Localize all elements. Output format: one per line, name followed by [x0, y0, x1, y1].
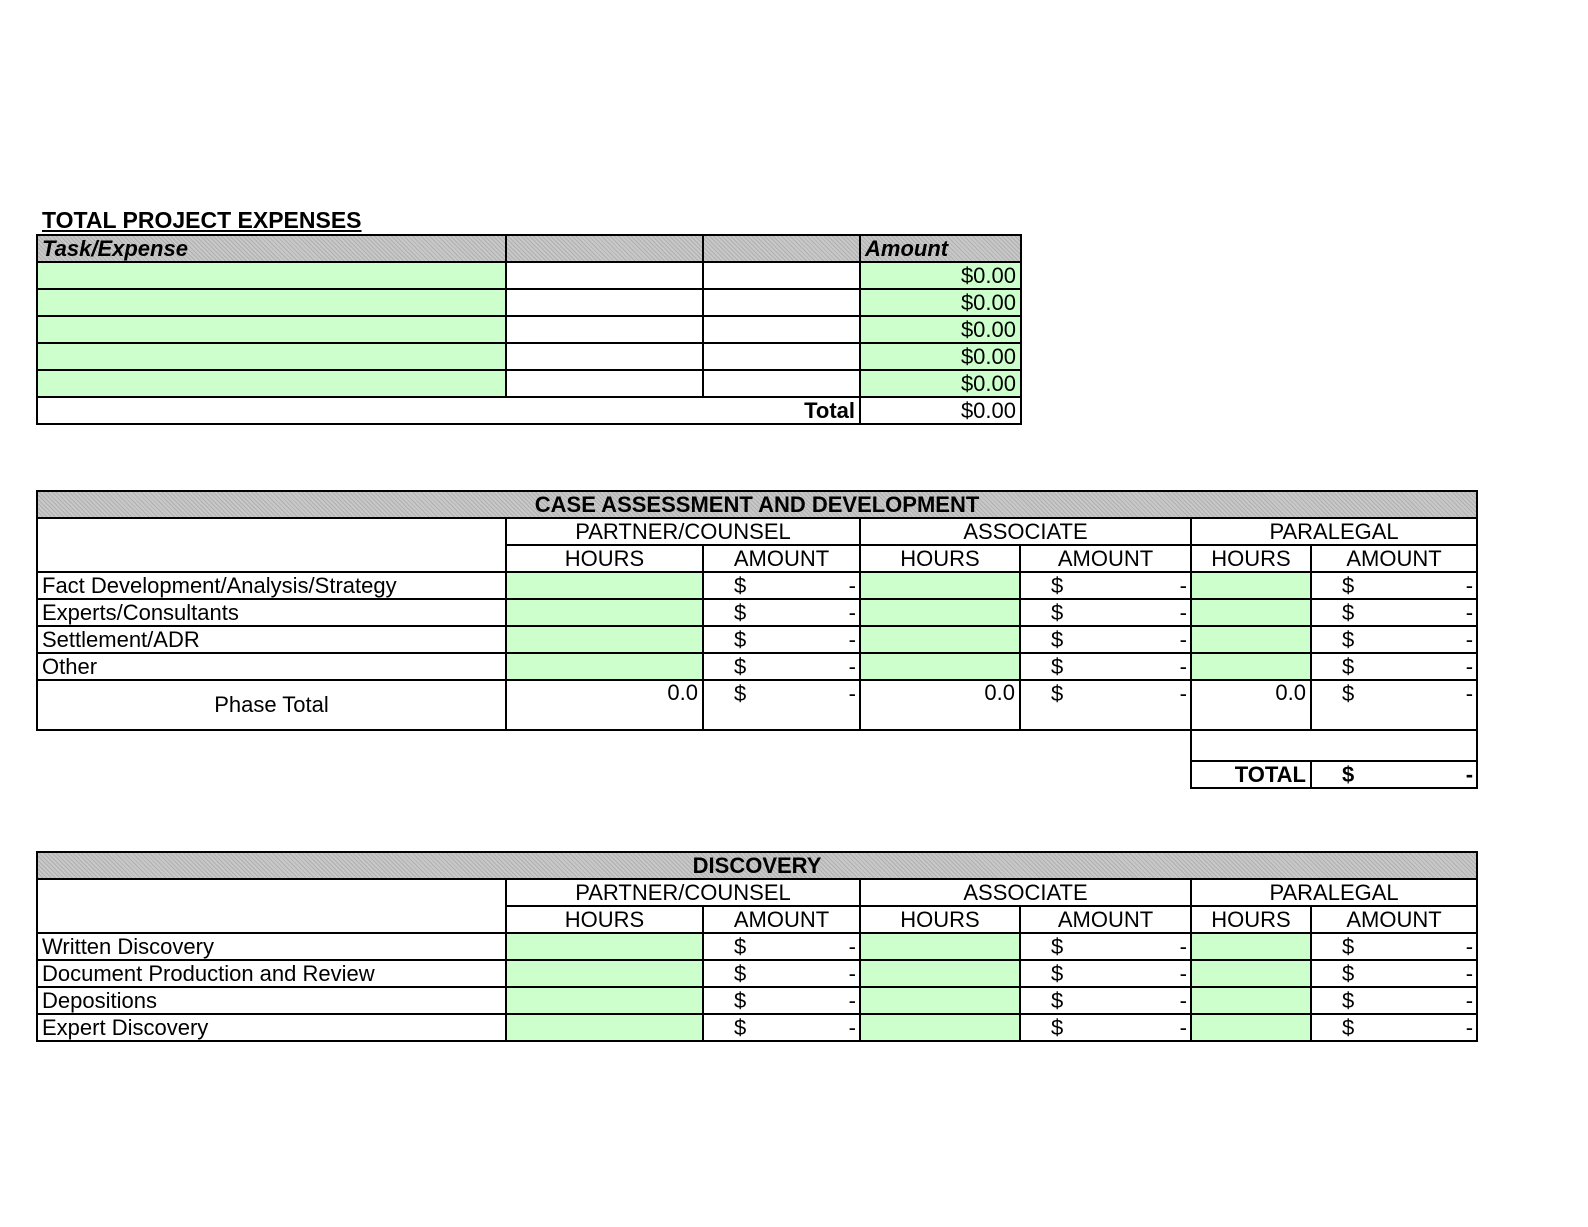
dash-value: -: [1465, 961, 1474, 986]
dollar-sign: $: [1051, 988, 1064, 1013]
dollar-sign: $: [734, 654, 747, 679]
amount-cell[interactable]: $0.00: [860, 289, 1021, 316]
expenses-total-label: Total: [37, 397, 860, 424]
amount-cell: [1311, 960, 1477, 987]
dash-value: -: [1179, 988, 1187, 1013]
amount-cell[interactable]: $0.00: [860, 370, 1021, 397]
expense-cell[interactable]: [506, 316, 703, 343]
dollar-sign: $: [1051, 934, 1064, 959]
amount-cell: [703, 1014, 860, 1041]
header-blank-2: [703, 235, 860, 262]
dollar-sign: $: [1342, 961, 1355, 986]
row-label: Experts/Consultants: [37, 599, 506, 626]
dash-value: -: [1465, 681, 1474, 706]
amount-cell: [1311, 599, 1477, 626]
dash-value: -: [1465, 654, 1474, 679]
col-amount: AMOUNT: [1020, 545, 1191, 572]
table-row: [37, 653, 1477, 680]
dash-value: -: [848, 627, 856, 652]
row-label: Written Discovery: [37, 933, 506, 960]
dollar-sign: $: [1342, 988, 1355, 1013]
hours-input[interactable]: [506, 572, 703, 599]
dollar-sign: $: [1051, 600, 1064, 625]
dollar-sign: $: [1051, 627, 1064, 652]
dollar-sign: $: [1051, 654, 1064, 679]
expense-cell[interactable]: [703, 316, 860, 343]
hours-input[interactable]: [1191, 599, 1311, 626]
table-row: [37, 262, 1021, 289]
table-row: [37, 960, 1477, 987]
phase-hours-associate: 0.0: [860, 680, 1020, 730]
amount-cell: [1020, 680, 1191, 730]
header-amount: Amount: [860, 235, 1021, 262]
dash-value: -: [1179, 654, 1187, 679]
group-partner-counsel: PARTNER/COUNSEL: [506, 879, 860, 906]
dollar-sign: $: [1051, 573, 1064, 598]
amount-cell: [1311, 680, 1477, 730]
table-row: [37, 316, 1021, 343]
hours-input[interactable]: [860, 626, 1020, 653]
expense-cell[interactable]: [506, 262, 703, 289]
col-amount: AMOUNT: [1311, 545, 1477, 572]
dollar-sign: $: [1342, 1015, 1355, 1040]
task-input[interactable]: [37, 343, 506, 370]
row-label: Settlement/ADR: [37, 626, 506, 653]
hours-input[interactable]: [1191, 572, 1311, 599]
amount-cell: [1020, 1014, 1191, 1041]
col-hours: HOURS: [506, 906, 703, 933]
table-row: [37, 1014, 1477, 1041]
dash-value: -: [1179, 681, 1187, 706]
table-row: [37, 933, 1477, 960]
dash-value: -: [1465, 627, 1474, 652]
amount-cell: [1020, 933, 1191, 960]
case-assessment-table: [36, 490, 1478, 789]
amount-cell: [1020, 987, 1191, 1014]
table-row: [37, 599, 1477, 626]
grand-total-row: [37, 761, 1477, 788]
hours-input[interactable]: [1191, 960, 1311, 987]
amount-cell: [1311, 572, 1477, 599]
case-section-title: CASE ASSESSMENT AND DEVELOPMENT: [37, 491, 1477, 518]
row-label: Depositions: [37, 987, 506, 1014]
dash-value: -: [1179, 627, 1187, 652]
dollar-sign: $: [734, 1015, 747, 1040]
dash-value: -: [1179, 573, 1187, 598]
dash-value: -: [848, 600, 856, 625]
col-hours: HOURS: [506, 545, 703, 572]
amount-cell: [1311, 1014, 1477, 1041]
dollar-sign: $: [1342, 573, 1355, 598]
header-task-expense: Task/Expense: [37, 235, 506, 262]
phase-hours-paralegal: 0.0: [1191, 680, 1311, 730]
hours-input[interactable]: [506, 933, 703, 960]
amount-cell: [703, 987, 860, 1014]
group-partner-counsel: PARTNER/COUNSEL: [506, 518, 860, 545]
expenses-table: [36, 234, 1022, 425]
group-associate: ASSOCIATE: [860, 879, 1191, 906]
col-amount: AMOUNT: [703, 545, 860, 572]
spacer: [37, 761, 1191, 788]
dash-value: -: [1465, 1015, 1474, 1040]
dash-value: -: [848, 1015, 856, 1040]
expenses-total-value: $0.00: [860, 397, 1021, 424]
col-amount: AMOUNT: [703, 906, 860, 933]
amount-cell: [703, 960, 860, 987]
row-label: Expert Discovery: [37, 1014, 506, 1041]
table-row: [37, 370, 1021, 397]
dollar-sign: $: [1342, 654, 1355, 679]
col-amount: AMOUNT: [1020, 906, 1191, 933]
amount-cell: [1020, 572, 1191, 599]
table-row: [37, 987, 1477, 1014]
hours-input[interactable]: [506, 653, 703, 680]
dash-value: -: [1465, 600, 1474, 625]
hours-input[interactable]: [860, 599, 1020, 626]
table-row: [37, 289, 1021, 316]
hours-input[interactable]: [506, 626, 703, 653]
hours-input[interactable]: [860, 987, 1020, 1014]
dollar-sign: $: [1051, 681, 1064, 706]
dash-value: -: [1465, 988, 1474, 1013]
dollar-sign: $: [734, 681, 747, 706]
dash-value: -: [848, 573, 856, 598]
dollar-sign: $: [734, 961, 747, 986]
amount-cell[interactable]: $0.00: [860, 343, 1021, 370]
table-row: [37, 626, 1477, 653]
discovery-label-header-blank: [37, 879, 506, 933]
dollar-sign: $: [1342, 681, 1355, 706]
col-amount: AMOUNT: [1311, 906, 1477, 933]
hours-input[interactable]: [860, 1014, 1020, 1041]
spacer: [37, 730, 1191, 761]
row-label: Document Production and Review: [37, 960, 506, 987]
dash-value: -: [848, 934, 856, 959]
amount-cell: [703, 933, 860, 960]
dollar-sign: $: [1342, 627, 1355, 652]
expense-cell[interactable]: [703, 370, 860, 397]
amount-cell: [703, 680, 860, 730]
col-hours: HOURS: [860, 545, 1020, 572]
case-label-header-blank: [37, 518, 506, 572]
dash-value: -: [1465, 573, 1474, 598]
amount-cell: [1311, 933, 1477, 960]
dollar-sign: $: [1051, 961, 1064, 986]
dollar-sign: $: [1342, 934, 1355, 959]
expense-cell[interactable]: [506, 370, 703, 397]
hours-input[interactable]: [506, 960, 703, 987]
hours-input[interactable]: [860, 572, 1020, 599]
expense-cell[interactable]: [703, 262, 860, 289]
phase-total-row: [37, 680, 1477, 730]
hours-input[interactable]: [506, 1014, 703, 1041]
hours-input[interactable]: [1191, 987, 1311, 1014]
col-hours: HOURS: [860, 906, 1020, 933]
expense-cell[interactable]: [703, 343, 860, 370]
dollar-sign: $: [734, 934, 747, 959]
dash-value: -: [1179, 1015, 1187, 1040]
amount-cell: [1020, 653, 1191, 680]
amount-cell[interactable]: $0.00: [860, 262, 1021, 289]
amount-cell: [703, 572, 860, 599]
dash-value: -: [1179, 934, 1187, 959]
amount-cell: [1020, 960, 1191, 987]
dash-value: -: [1465, 762, 1474, 787]
col-hours: HOURS: [1191, 545, 1311, 572]
dash-value: -: [1179, 961, 1187, 986]
grand-total-value: [1311, 761, 1477, 788]
dollar-sign: $: [734, 627, 747, 652]
hours-input[interactable]: [860, 933, 1020, 960]
amount-cell: [1020, 626, 1191, 653]
group-paralegal: PARALEGAL: [1191, 879, 1477, 906]
dash-value: -: [848, 988, 856, 1013]
dollar-sign: $: [1342, 600, 1355, 625]
task-input[interactable]: [37, 316, 506, 343]
task-input[interactable]: [37, 262, 506, 289]
dash-value: -: [848, 961, 856, 986]
expense-cell[interactable]: [506, 289, 703, 316]
hours-input[interactable]: [860, 960, 1020, 987]
header-blank-1: [506, 235, 703, 262]
hours-input[interactable]: [1191, 626, 1311, 653]
dollar-sign: $: [734, 573, 747, 598]
col-hours: HOURS: [1191, 906, 1311, 933]
amount-cell[interactable]: $0.00: [860, 316, 1021, 343]
hours-input[interactable]: [1191, 1014, 1311, 1041]
dash-value: -: [848, 681, 856, 706]
table-row: [37, 572, 1477, 599]
dollar-sign: $: [734, 600, 747, 625]
amount-cell: [1311, 987, 1477, 1014]
grand-total-label: TOTAL: [1191, 761, 1311, 788]
hours-input[interactable]: [1191, 653, 1311, 680]
dollar-sign: $: [1342, 762, 1355, 787]
dash-value: -: [1179, 600, 1187, 625]
expense-cell[interactable]: [506, 343, 703, 370]
hours-input[interactable]: [1191, 933, 1311, 960]
amount-cell: [703, 626, 860, 653]
group-paralegal: PARALEGAL: [1191, 518, 1477, 545]
task-input[interactable]: [37, 289, 506, 316]
task-input[interactable]: [37, 370, 506, 397]
amount-cell: [1311, 653, 1477, 680]
row-label: Fact Development/Analysis/Strategy: [37, 572, 506, 599]
row-label: Other: [37, 653, 506, 680]
phase-total-label: Phase Total: [37, 680, 506, 730]
amount-cell: [1020, 599, 1191, 626]
discovery-section-title: DISCOVERY: [37, 852, 1477, 879]
amount-cell: [1311, 626, 1477, 653]
dollar-sign: $: [1051, 1015, 1064, 1040]
table-row: [37, 343, 1021, 370]
hours-input[interactable]: [506, 987, 703, 1014]
group-associate: ASSOCIATE: [860, 518, 1191, 545]
dash-value: -: [1465, 934, 1474, 959]
expenses-title: TOTAL PROJECT EXPENSES: [42, 207, 362, 233]
dollar-sign: $: [734, 988, 747, 1013]
phase-hours-partner: 0.0: [506, 680, 703, 730]
amount-cell: [703, 653, 860, 680]
discovery-table: [36, 851, 1478, 1042]
hours-input[interactable]: [860, 653, 1020, 680]
expense-cell[interactable]: [703, 289, 860, 316]
spacer-box: [1191, 730, 1477, 761]
hours-input[interactable]: [506, 599, 703, 626]
amount-cell: [703, 599, 860, 626]
dash-value: -: [848, 654, 856, 679]
